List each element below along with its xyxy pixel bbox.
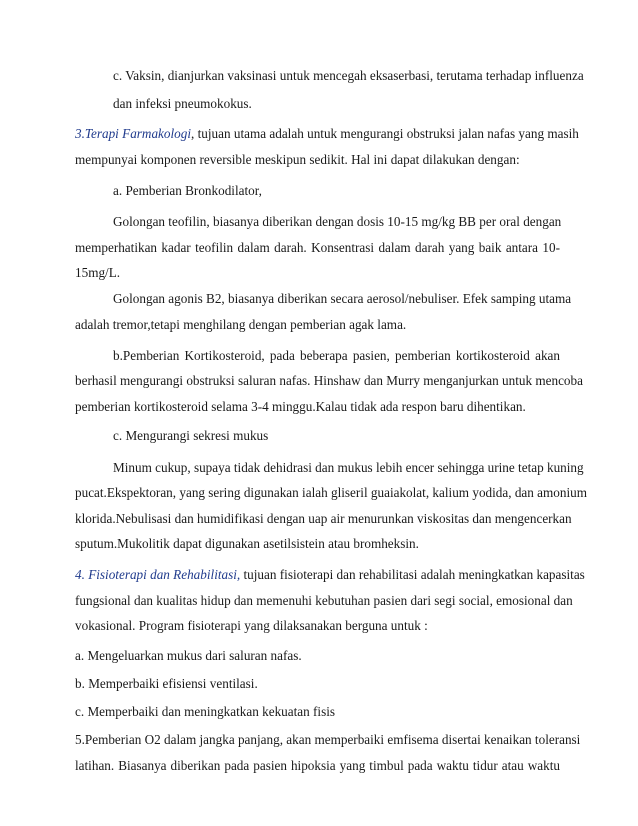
oksigen-line-1: 5.Pemberian O2 dalam jangka panjang, akan memperbaiki emfisema disertai kenaikan toleransi xyxy=(75,732,581,747)
vaksin-line-2: dan infeksi pneumokokus. xyxy=(113,96,252,111)
agonis-line-1: Golongan agonis B2, biasanya diberikan secara aerosol/nebuliser. Efek samping utama xyxy=(113,291,572,306)
list-item: c. Memperbaiki dan meningkatkan kekuatan fisis xyxy=(75,704,336,719)
fisioterapi-line-3: vokasional. Program fisioterapi yang dilaksanakan berguna untuk : xyxy=(75,618,428,633)
fisioterapi-line-1 xyxy=(75,567,585,583)
teofilin-line-3: 15mg/L. xyxy=(75,265,121,280)
fisioterapi-text: tujuan fisioterapi dan rehabilitasi adalah meningkatkan kapasitas xyxy=(240,567,585,582)
kortikosteroid-line-3: pemberian kortikosteroid selama 3-4 minggu.Kalau tidak ada respon baru dihentikan. xyxy=(75,399,526,414)
minum-line-4: sputum.Mukolitik dapat digunakan asetilsistein atau bromheksin. xyxy=(75,536,419,551)
terapi-farmakologi-text: , tujuan utama adalah untuk mengurangi obstruksi jalan nafas yang masih xyxy=(191,126,579,141)
kortikosteroid-line-2: berhasil mengurangi obstruksi saluran nafas. Hinshaw dan Murry menganjurkan untuk mencoba xyxy=(75,373,583,388)
list-item: a. Mengeluarkan mukus dari saluran nafas. xyxy=(75,648,302,663)
fisioterapi-heading: 4. Fisioterapi dan Rehabilitasi, xyxy=(75,567,241,582)
sekresi-mukus-heading: c. Mengurangi sekresi mukus xyxy=(113,428,269,443)
oksigen-line-2: latihan. Biasanya diberikan pada pasien hipoksia yang timbul pada waktu tidur atau waktu xyxy=(75,758,560,773)
agonis-line-2: adalah tremor,tetapi menghilang dengan pemberian agak lama. xyxy=(75,317,407,332)
terapi-farmakologi-heading: 3.Terapi Farmakologi xyxy=(75,126,192,141)
teofilin-line-2: memperhatikan kadar teofilin dalam darah. Konsentrasi dalam darah yang baik antara 10- xyxy=(75,240,560,255)
teofilin-line-1: Golongan teofilin, biasanya diberikan dengan dosis 10-15 mg/kg BB per oral dengan xyxy=(113,214,562,229)
fisioterapi-line-2: fungsional dan kualitas hidup dan memenuhi kebutuhan pasien dari segi social, emosional dan xyxy=(75,593,573,608)
minum-line-3: klorida.Nebulisasi dan humidifikasi dengan uap air menurunkan viskositas dan mengencerkan xyxy=(75,511,572,526)
vaksin-line-1: c. Vaksin, dianjurkan vaksinasi untuk mencegah eksaserbasi, terutama terhadap influenza xyxy=(113,68,584,83)
terapi-farmakologi-line-1 xyxy=(75,126,579,142)
terapi-farmakologi-line-2: mempunyai komponen reversible meskipun sedikit. Hal ini dapat dilakukan dengan: xyxy=(75,152,520,167)
bronkodilator-heading: a. Pemberian Bronkodilator, xyxy=(113,183,262,198)
minum-line-1: Minum cukup, supaya tidak dehidrasi dan mukus lebih encer sehingga urine tetap kuning xyxy=(113,460,584,475)
minum-line-2: pucat.Ekspektoran, yang sering digunakan ialah gliseril guaiakolat, kalium yodida, dan amonium xyxy=(75,485,587,500)
list-item: b. Memperbaiki efisiensi ventilasi. xyxy=(75,676,258,691)
kortikosteroid-line-1: b.Pemberian Kortikosteroid, pada beberapa pasien, pemberian kortikosteroid akan xyxy=(113,348,560,363)
